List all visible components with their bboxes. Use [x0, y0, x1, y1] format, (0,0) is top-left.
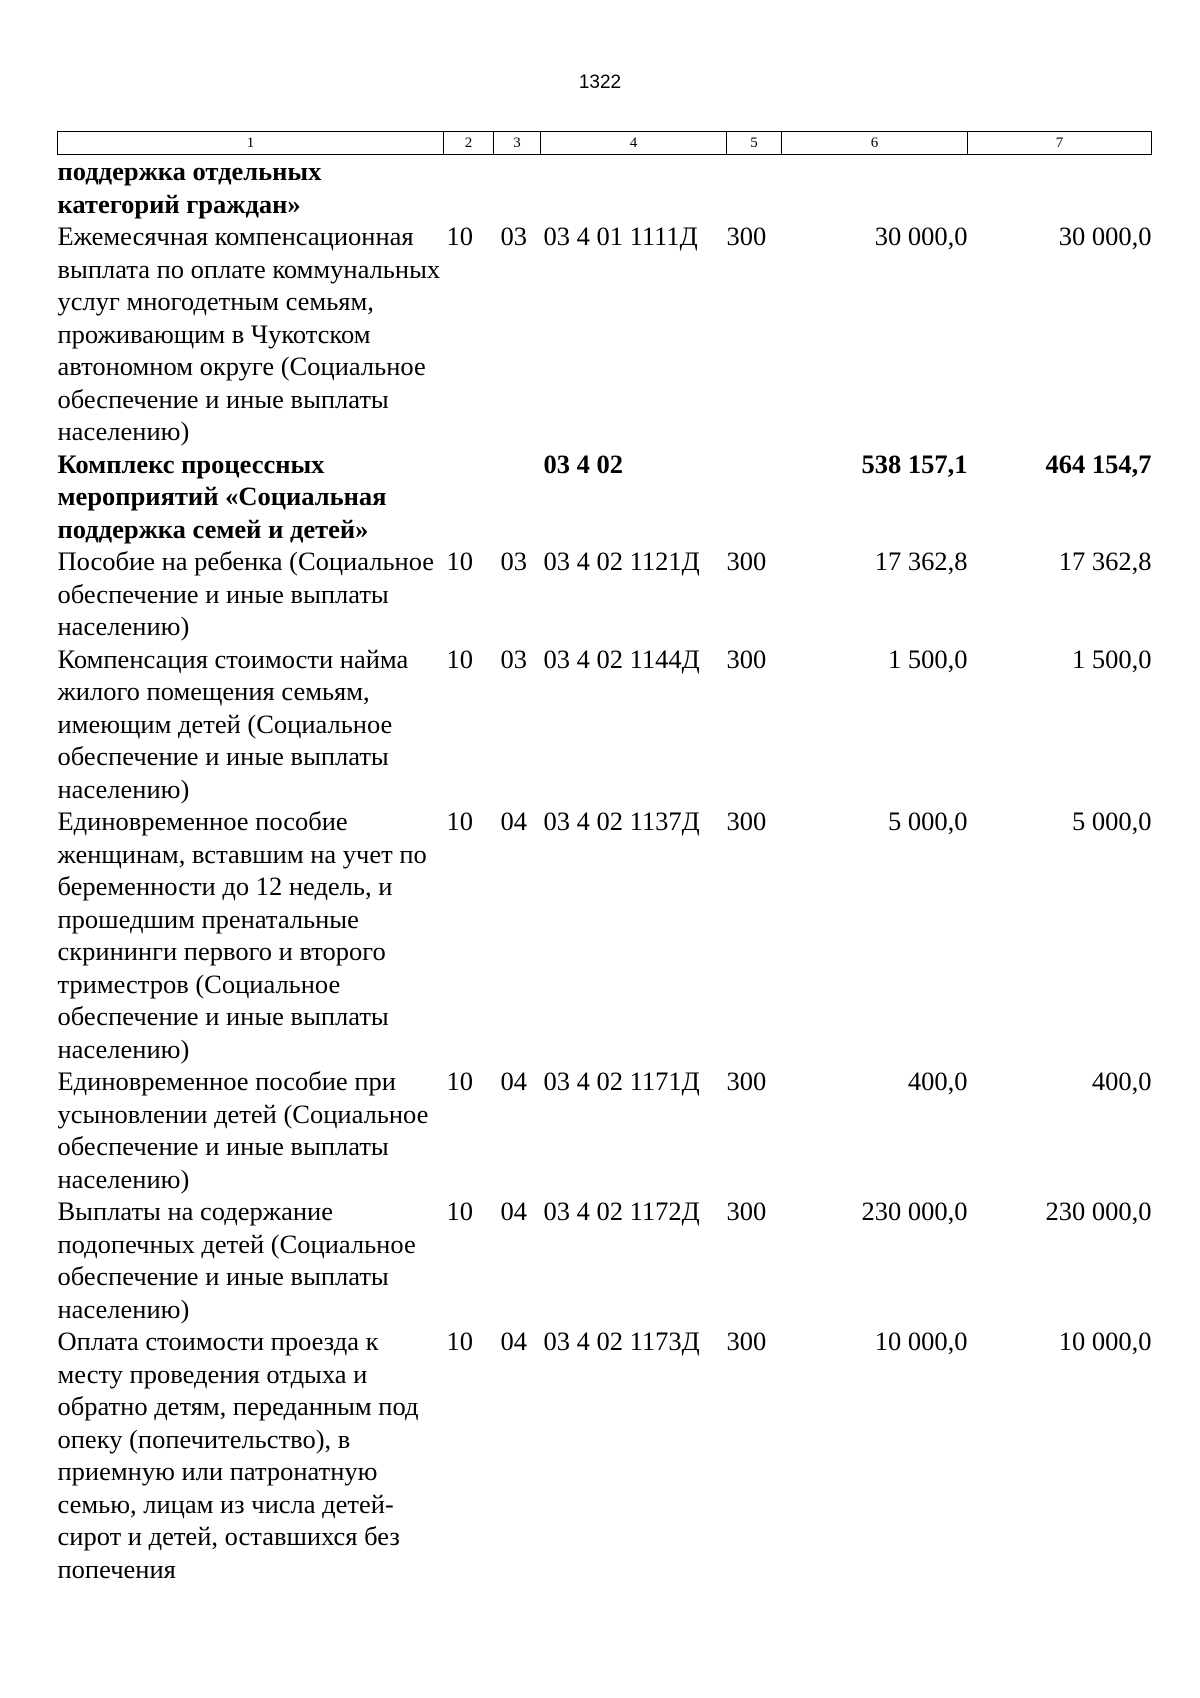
subsection-code-cell: 03	[500, 221, 527, 251]
row-name-cell: Единовременное пособие женщинам, вставшим на учет по беременности до 12 недель, и прошедшим пренатальные скрининги первого и второго триместров (Социальное обеспечение и иные выплаты населению)	[57, 806, 427, 1064]
row-name-cell: Ежемесячная компенсационная выплата по оплате коммунальных услуг многодетным семьям, проживающим в Чукотском автономном округе (Социальное обеспечение и иные выплаты населению)	[57, 221, 441, 446]
target-article-code-cell: 03 4 02 1173Д	[543, 1326, 700, 1356]
target-article-code-cell	[541, 155, 727, 221]
section-code-cell	[444, 448, 494, 546]
row-name-cell: Комплекс процессных мероприятий «Социальная поддержка семей и детей»	[57, 448, 387, 544]
subsection-code-cell: 04	[500, 1066, 527, 1096]
section-code-cell: 10	[446, 1196, 473, 1226]
table-body	[58, 155, 1152, 1586]
header-cell-3: 3	[494, 132, 541, 155]
target-article-code-cell: 03 4 02 1121Д	[543, 546, 700, 576]
row-name-cell: поддержка отдельных категорий граждан»	[57, 156, 322, 219]
expense-type-code-cell: 300	[726, 1326, 767, 1356]
amount-year1-cell: 538 157,1	[861, 448, 968, 479]
table-row	[58, 220, 1152, 448]
amount-year1-cell: 17 362,8	[874, 546, 968, 576]
subsection-code-cell: 03	[500, 643, 527, 674]
row-name-cell: Компенсация стоимости найма жилого помещения семьям, имеющим детей (Социальное обеспечение и иные выплаты населению)	[57, 643, 409, 804]
amount-year2-cell: 30 000,0	[1058, 221, 1152, 251]
amount-year1-cell: 1 500,0	[888, 643, 968, 674]
expense-type-code-cell: 300	[726, 806, 767, 836]
subsection-code-cell	[494, 448, 541, 546]
amount-year2-cell: 17 362,8	[1058, 546, 1152, 576]
section-code-cell: 10	[446, 546, 473, 576]
target-article-code-cell: 03 4 02 1172Д	[543, 1196, 700, 1226]
amount-year2-cell: 400,0	[1091, 1066, 1152, 1096]
header-cell-6: 6	[782, 132, 968, 155]
expense-type-code-cell: 300	[726, 643, 767, 674]
table-row	[58, 155, 1152, 221]
expense-type-code-cell: 300	[726, 221, 767, 251]
target-article-code-cell: 03 4 01 1111Д	[543, 221, 698, 251]
section-code-cell: 10	[446, 221, 473, 251]
header-row	[58, 132, 1152, 155]
target-article-code-cell: 03 4 02	[543, 448, 623, 479]
subsection-code-cell	[494, 155, 541, 221]
header-cell-2: 2	[444, 132, 494, 155]
expense-type-code-cell: 300	[726, 546, 767, 576]
amount-year2-cell: 1 500,0	[1072, 643, 1152, 674]
amount-year2-cell: 464 154,7	[1045, 448, 1152, 479]
target-article-code-cell: 03 4 02 1171Д	[543, 1066, 700, 1096]
header-cell-1: 1	[58, 132, 444, 155]
amount-year2-cell	[968, 155, 1152, 221]
page-number: 1322	[578, 72, 622, 93]
amount-year2-cell: 10 000,0	[1058, 1326, 1152, 1356]
table-row	[58, 805, 1152, 1065]
amount-year1-cell: 400,0	[907, 1066, 968, 1096]
amount-year1-cell: 230 000,0	[861, 1196, 968, 1226]
header-cell-5: 5	[727, 132, 782, 155]
budget-table	[57, 131, 1152, 1585]
expense-type-code-cell	[727, 448, 782, 546]
row-name-cell: Выплаты на содержание подопечных детей (Социальное обеспечение и иные выплаты населению)	[57, 1196, 416, 1324]
target-article-code-cell: 03 4 02 1144Д	[543, 643, 700, 674]
subsection-code-cell: 04	[500, 1196, 527, 1226]
section-code-cell	[444, 155, 494, 221]
subsection-code-cell: 03	[500, 546, 527, 576]
table-row	[58, 643, 1152, 806]
row-name-cell: Пособие на ребенка (Социальное обеспечение и иные выплаты населению)	[57, 546, 435, 641]
table-row	[58, 1065, 1152, 1195]
target-article-code-cell: 03 4 02 1137Д	[543, 806, 700, 836]
amount-year2-cell: 5 000,0	[1072, 806, 1152, 836]
table-header	[58, 132, 1152, 155]
row-name-cell: Оплата стоимости проезда к месту проведения отдыха и обратно детям, переданным под опеку (попечительство), в приемную или патронатную семью, лицам из числа детей-сирот и детей, оставшихся без попечения	[57, 1326, 419, 1584]
amount-year1-cell: 30 000,0	[874, 221, 968, 251]
section-code-cell: 10	[446, 1066, 473, 1096]
row-name-cell: Единовременное пособие при усыновлении детей (Социальное обеспечение и иные выплаты населению)	[57, 1066, 429, 1194]
section-code-cell: 10	[446, 806, 473, 836]
header-cell-7: 7	[968, 132, 1152, 155]
amount-year2-cell: 230 000,0	[1045, 1196, 1152, 1226]
table-row	[58, 545, 1152, 643]
section-code-cell: 10	[446, 643, 473, 674]
header-cell-4: 4	[541, 132, 727, 155]
subsection-code-cell: 04	[500, 1326, 527, 1356]
table-row	[58, 448, 1152, 546]
expense-type-code-cell: 300	[726, 1196, 767, 1226]
expense-type-code-cell	[727, 155, 782, 221]
table-row	[58, 1325, 1152, 1585]
subsection-code-cell: 04	[500, 806, 527, 836]
amount-year1-cell: 10 000,0	[874, 1326, 968, 1356]
expense-type-code-cell: 300	[726, 1066, 767, 1096]
table-row	[58, 1195, 1152, 1325]
amount-year1-cell	[782, 155, 968, 221]
amount-year1-cell: 5 000,0	[888, 806, 968, 836]
section-code-cell: 10	[446, 1326, 473, 1356]
